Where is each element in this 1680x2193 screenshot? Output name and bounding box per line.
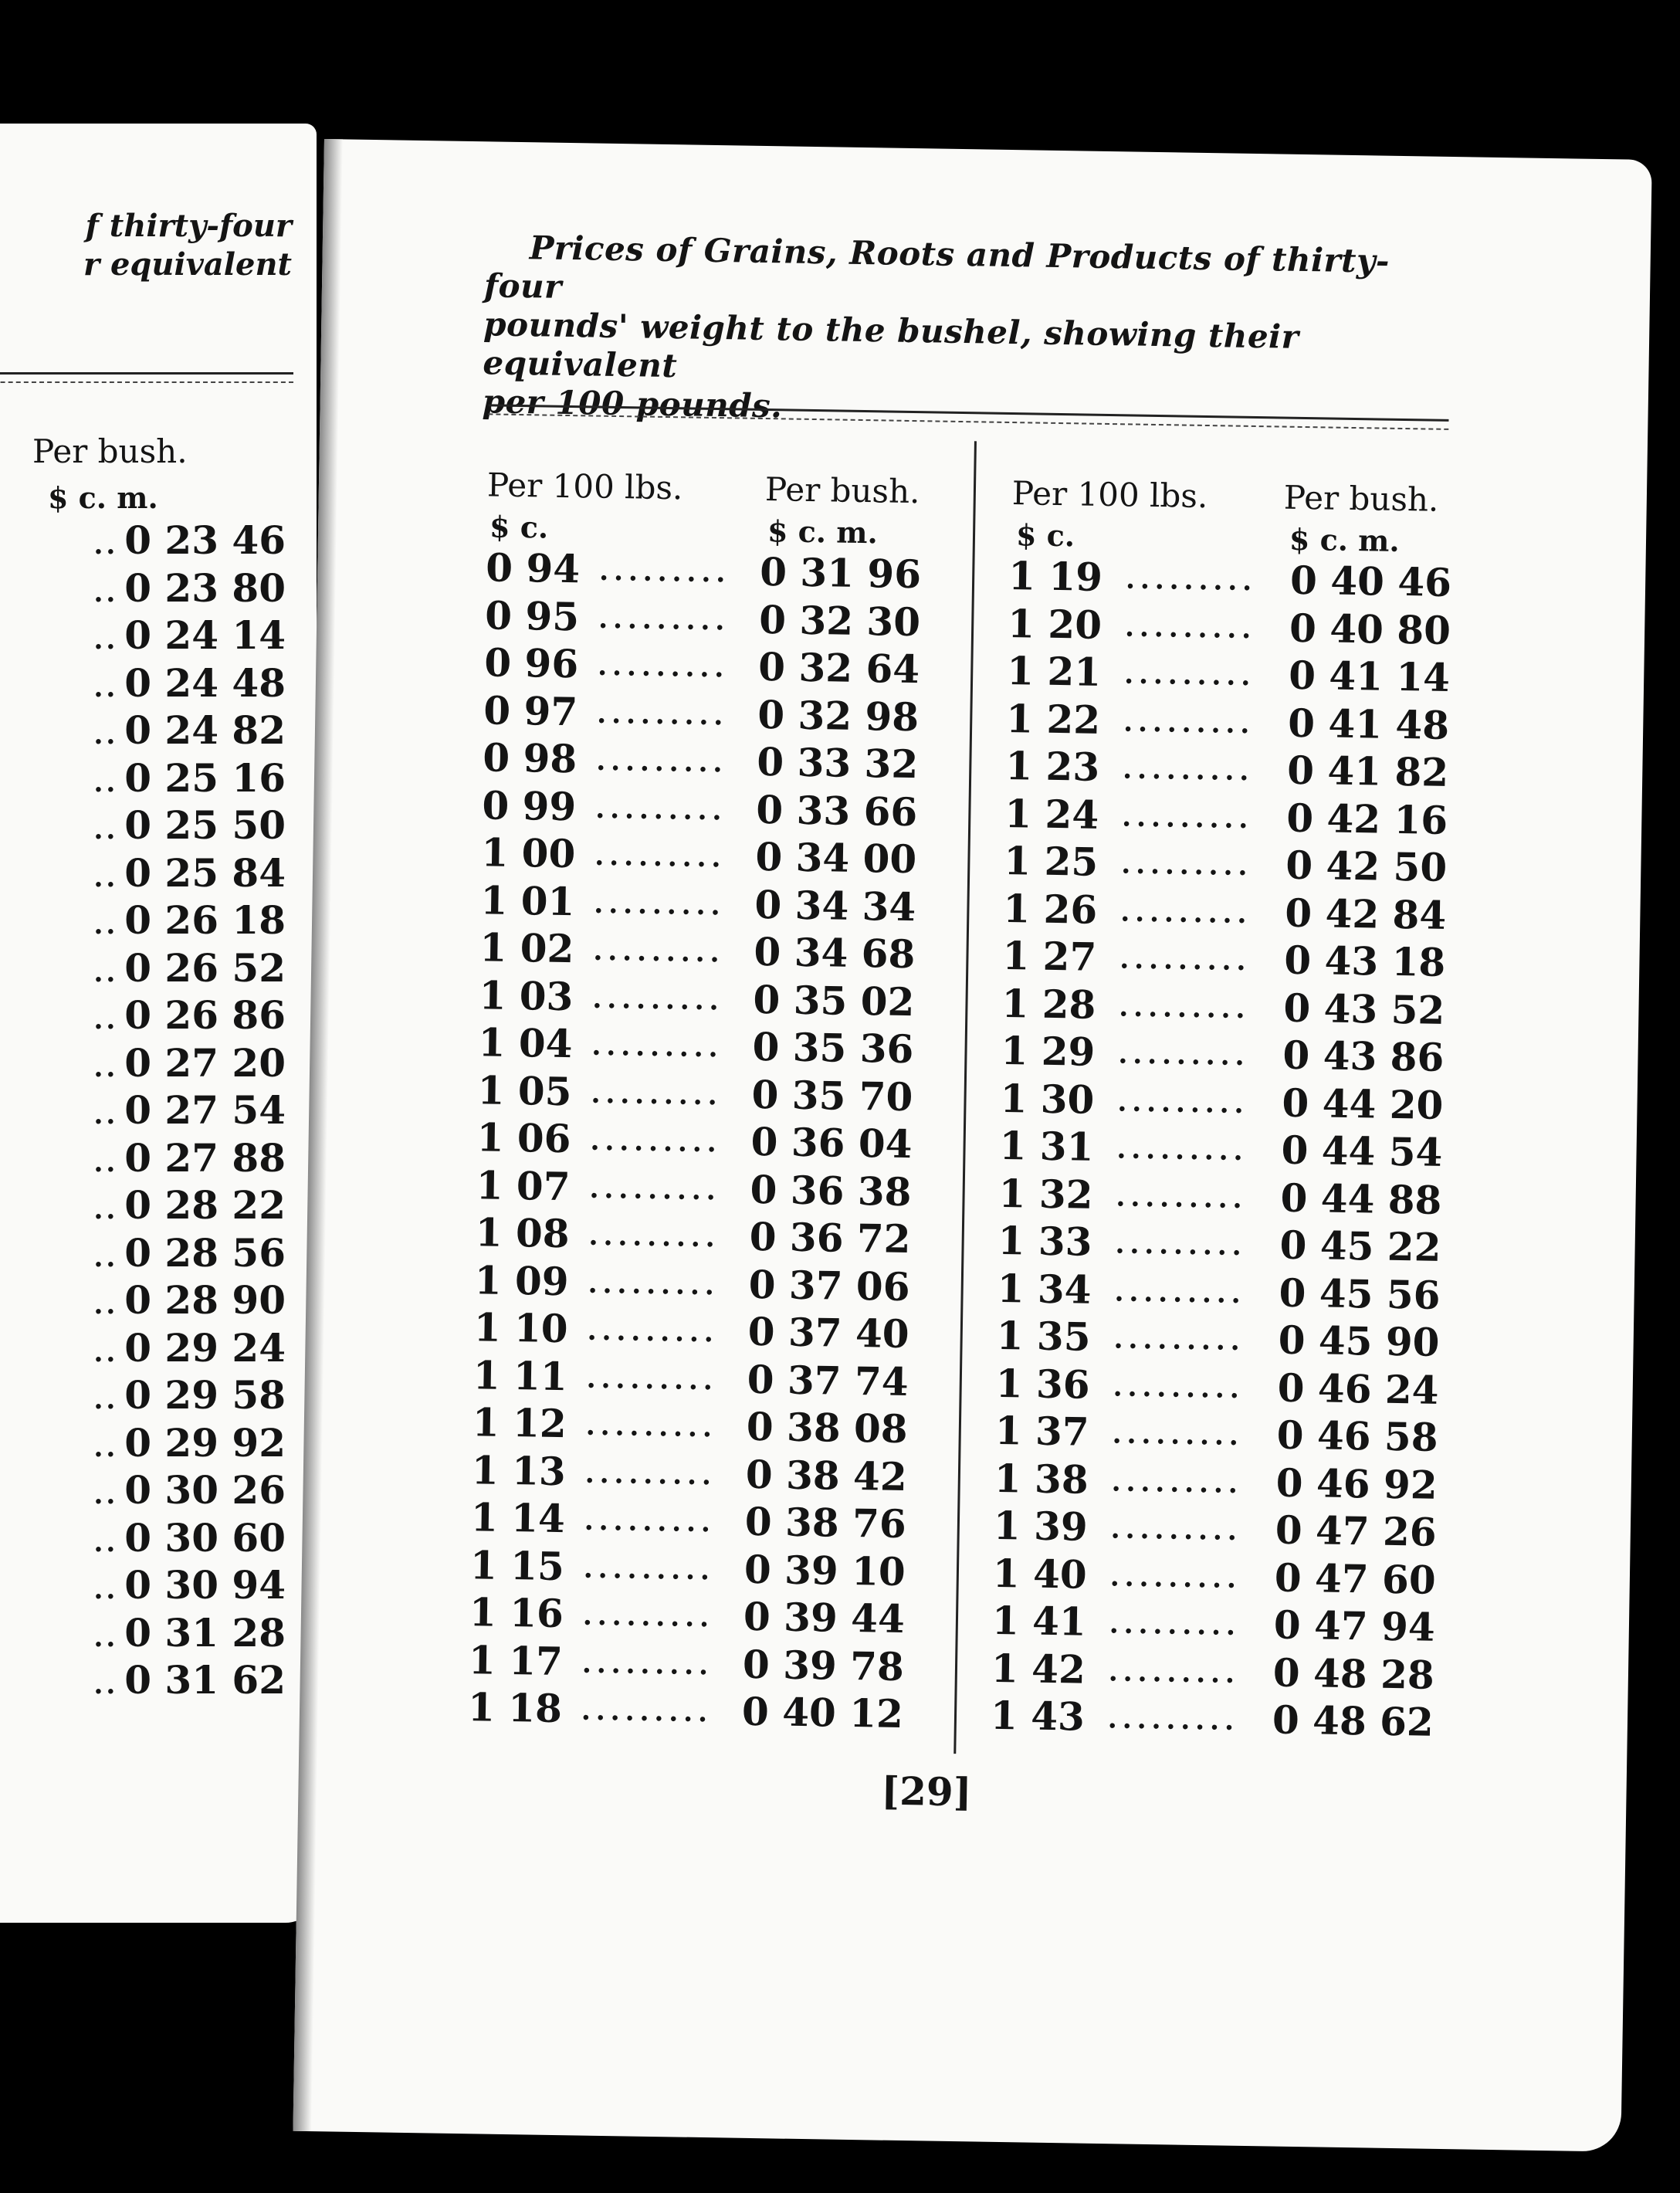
leader-dots: .. bbox=[92, 850, 117, 896]
perbush-value: 0 35 70 bbox=[751, 1071, 913, 1120]
perbush-value: 0 33 32 bbox=[756, 738, 919, 788]
leader-dots: ......... bbox=[584, 1398, 716, 1446]
table-row bbox=[482, 781, 918, 835]
per100-value: 1 13 bbox=[471, 1446, 567, 1494]
per100-value: 1 38 bbox=[994, 1455, 1089, 1503]
per100-value: 1 35 bbox=[996, 1312, 1092, 1360]
perbush-value: 0 41 82 bbox=[1286, 747, 1449, 795]
per100-value: 0 95 bbox=[484, 591, 580, 639]
per100-value: 1 06 bbox=[476, 1114, 571, 1162]
perbush-value: 0 24 14 bbox=[124, 612, 286, 658]
page-number: [29] bbox=[881, 1768, 972, 1815]
perbush-value: 0 31 62 bbox=[124, 1657, 286, 1703]
per100-value: 1 00 bbox=[481, 829, 576, 877]
perbush-value: 0 47 26 bbox=[1275, 1507, 1438, 1555]
column-2-rows bbox=[990, 552, 1452, 1745]
table-row bbox=[92, 897, 286, 945]
leader-dots: .. bbox=[92, 613, 117, 658]
leader-dots: .. bbox=[92, 1563, 117, 1608]
per100-value: 1 28 bbox=[1001, 980, 1096, 1028]
table-row bbox=[92, 1372, 286, 1420]
leader-dots: ......... bbox=[579, 1683, 712, 1731]
perbush-value: 0 32 64 bbox=[757, 643, 920, 693]
table-row bbox=[992, 1549, 1437, 1603]
perbush-value: 0 42 50 bbox=[1285, 842, 1448, 890]
leader-dots: ......... bbox=[581, 1588, 713, 1636]
table-row bbox=[998, 1169, 1442, 1223]
perbush-value: 0 34 00 bbox=[755, 833, 917, 883]
title-line-1: Prices of Grains, Roots and Products of thirty-four bbox=[483, 229, 1390, 306]
leader-dots: .. bbox=[92, 1373, 117, 1418]
leader-dots: .. bbox=[92, 1278, 117, 1323]
table-row bbox=[994, 1407, 1438, 1460]
table-row bbox=[92, 565, 286, 613]
per100-value: 1 36 bbox=[995, 1360, 1091, 1408]
perbush-value: 0 40 80 bbox=[1289, 605, 1451, 653]
perbush-value: 0 46 24 bbox=[1277, 1364, 1439, 1413]
table-row bbox=[997, 1264, 1441, 1318]
leader-dots: .. bbox=[92, 1468, 117, 1513]
leader-dots: .. bbox=[92, 660, 117, 706]
per100-value: 1 20 bbox=[1007, 600, 1102, 648]
perbush-value: 0 46 58 bbox=[1276, 1412, 1438, 1460]
leader-dots: ......... bbox=[1109, 1454, 1242, 1502]
left-rule-bottom bbox=[0, 381, 293, 383]
col1-perbush-header: Per bush. bbox=[764, 470, 920, 511]
table-row bbox=[467, 1683, 904, 1737]
perbush-value: 0 34 34 bbox=[754, 881, 916, 930]
perbush-value: 0 37 06 bbox=[748, 1261, 910, 1310]
table-row bbox=[92, 1230, 286, 1278]
per100-value: 1 11 bbox=[472, 1351, 568, 1399]
leader-dots: .. bbox=[92, 518, 117, 563]
perbush-value: 0 27 20 bbox=[124, 1039, 286, 1086]
perbush-value: 0 34 68 bbox=[754, 928, 916, 978]
leader-dots: ......... bbox=[1118, 932, 1251, 979]
leader-dots: ......... bbox=[584, 1351, 717, 1398]
perbush-value: 0 45 90 bbox=[1278, 1317, 1440, 1365]
table-row bbox=[993, 1502, 1438, 1555]
leader-dots: .. bbox=[92, 803, 117, 848]
per100-value: 1 27 bbox=[1002, 932, 1097, 980]
perbush-value: 0 45 22 bbox=[1279, 1222, 1441, 1270]
per100-value: 1 19 bbox=[1008, 552, 1103, 600]
perbush-value: 0 41 14 bbox=[1288, 652, 1451, 700]
perbush-value: 0 44 54 bbox=[1281, 1127, 1443, 1175]
leader-dots: .. bbox=[92, 993, 117, 1038]
table-row bbox=[1004, 789, 1448, 843]
table-row bbox=[472, 1351, 909, 1405]
per100-value: 1 14 bbox=[470, 1494, 566, 1542]
table-row bbox=[999, 1122, 1443, 1175]
table-row bbox=[484, 591, 921, 645]
per100-value: 1 30 bbox=[1000, 1075, 1095, 1123]
leader-dots: .. bbox=[92, 1088, 117, 1133]
perbush-value: 0 39 78 bbox=[742, 1641, 905, 1690]
perbush-value: 0 36 04 bbox=[750, 1118, 913, 1168]
leader-dots: ......... bbox=[1121, 694, 1254, 742]
per100-value: 1 32 bbox=[998, 1170, 1093, 1218]
table-row bbox=[92, 1182, 286, 1230]
perbush-value: 0 23 46 bbox=[124, 517, 286, 563]
leader-dots: ......... bbox=[1119, 837, 1252, 884]
table-row bbox=[474, 1256, 910, 1310]
leader-dots: .. bbox=[92, 1610, 117, 1656]
table-row bbox=[483, 639, 920, 693]
perbush-value: 0 44 88 bbox=[1280, 1174, 1442, 1223]
per100-value: 1 08 bbox=[475, 1209, 571, 1257]
perbush-value: 0 38 08 bbox=[746, 1403, 909, 1452]
table-row bbox=[92, 707, 286, 755]
right-page bbox=[293, 139, 1651, 2152]
leader-dots: ......... bbox=[587, 1208, 720, 1256]
leader-dots: .. bbox=[92, 1515, 117, 1561]
per100-value: 0 99 bbox=[482, 781, 577, 829]
table-row bbox=[1006, 647, 1451, 700]
leader-dots: ......... bbox=[594, 734, 727, 781]
per100-value: 0 98 bbox=[482, 734, 578, 782]
table-row bbox=[92, 1610, 286, 1658]
perbush-value: 0 45 56 bbox=[1279, 1269, 1441, 1318]
per100-value: 0 97 bbox=[483, 686, 578, 734]
table-row bbox=[92, 1277, 286, 1325]
perbush-value: 0 32 98 bbox=[757, 691, 920, 740]
perbush-value: 0 43 86 bbox=[1282, 1032, 1445, 1080]
table-row bbox=[92, 1325, 286, 1373]
perbush-value: 0 29 58 bbox=[124, 1372, 286, 1418]
perbush-value: 0 24 82 bbox=[124, 707, 286, 753]
leader-dots: ......... bbox=[583, 1446, 716, 1493]
left-rule-top bbox=[0, 372, 293, 375]
per100-value: 1 25 bbox=[1003, 837, 1099, 885]
leader-dots: ......... bbox=[595, 639, 728, 686]
col2-per100-subheader: $ c. bbox=[1015, 517, 1075, 554]
leader-dots: ......... bbox=[597, 544, 730, 591]
perbush-value: 0 44 20 bbox=[1282, 1080, 1444, 1128]
leader-dots: ......... bbox=[1119, 789, 1252, 837]
leader-dots: ......... bbox=[1122, 647, 1255, 694]
perbush-value: 0 43 18 bbox=[1283, 937, 1446, 985]
per100-value: 1 18 bbox=[467, 1684, 563, 1732]
table-row bbox=[92, 1515, 286, 1563]
perbush-value: 0 35 02 bbox=[753, 976, 915, 1025]
table-row bbox=[1008, 552, 1452, 605]
leader-dots: ......... bbox=[588, 1113, 721, 1161]
leader-dots: ......... bbox=[1113, 1264, 1245, 1312]
per100-value: 1 15 bbox=[469, 1541, 565, 1589]
left-col-header: Per bush. bbox=[32, 432, 188, 470]
leader-dots: .. bbox=[92, 898, 117, 943]
leader-dots: ......... bbox=[585, 1303, 718, 1351]
perbush-value: 0 36 72 bbox=[749, 1213, 911, 1263]
perbush-value: 0 30 26 bbox=[124, 1467, 286, 1513]
perbush-value: 0 42 84 bbox=[1284, 890, 1447, 938]
perbush-value: 0 47 60 bbox=[1274, 1554, 1437, 1603]
leader-dots: ......... bbox=[1109, 1502, 1241, 1549]
per100-value: 1 17 bbox=[468, 1636, 564, 1684]
table-row bbox=[92, 755, 286, 803]
per100-value: 1 26 bbox=[1003, 885, 1098, 933]
table-row bbox=[991, 1644, 1435, 1698]
per100-value: 1 07 bbox=[476, 1161, 571, 1209]
table-row bbox=[92, 1040, 286, 1088]
col2-per100-header: Per 100 lbs. bbox=[1011, 474, 1208, 516]
left-page-rows bbox=[92, 517, 286, 1705]
perbush-value: 0 28 90 bbox=[124, 1277, 286, 1323]
leader-dots: ......... bbox=[1123, 552, 1256, 600]
perbush-value: 0 26 86 bbox=[124, 992, 286, 1038]
perbush-value: 0 28 56 bbox=[124, 1229, 286, 1276]
per100-value: 1 04 bbox=[478, 1019, 573, 1067]
perbush-value: 0 30 94 bbox=[124, 1562, 286, 1608]
leader-dots: .. bbox=[92, 708, 117, 753]
leader-dots: .. bbox=[92, 565, 117, 611]
perbush-value: 0 29 24 bbox=[124, 1324, 286, 1371]
table-row bbox=[478, 1019, 914, 1073]
leader-dots: ......... bbox=[589, 1066, 722, 1113]
per100-value: 1 01 bbox=[480, 876, 575, 924]
table-row bbox=[92, 1135, 286, 1183]
leader-dots: ......... bbox=[1112, 1312, 1245, 1359]
table-row bbox=[92, 660, 286, 708]
leader-dots: ......... bbox=[592, 876, 725, 924]
perbush-value: 0 25 84 bbox=[124, 849, 286, 896]
leader-dots: ......... bbox=[1117, 979, 1250, 1027]
leader-dots: ......... bbox=[1116, 1027, 1249, 1074]
table-row bbox=[92, 1087, 286, 1135]
leader-dots: ......... bbox=[591, 924, 724, 971]
perbush-value: 0 26 18 bbox=[124, 897, 286, 943]
table-row bbox=[470, 1493, 907, 1547]
perbush-value: 0 25 50 bbox=[124, 802, 286, 848]
leader-dots: .. bbox=[92, 1230, 117, 1276]
leader-dots: ......... bbox=[1113, 1217, 1246, 1264]
table-row bbox=[483, 686, 920, 740]
left-title-line-2: r equivalent bbox=[83, 246, 292, 283]
leader-dots: .. bbox=[92, 1325, 117, 1371]
title-line-3: per 100 pounds. bbox=[482, 382, 783, 425]
table-row bbox=[1001, 979, 1445, 1033]
perbush-value: 0 37 40 bbox=[747, 1308, 910, 1357]
table-row bbox=[1003, 884, 1447, 938]
table-row bbox=[469, 1588, 906, 1642]
per100-value: 1 41 bbox=[991, 1597, 1087, 1645]
leader-dots: ......... bbox=[1116, 1074, 1248, 1122]
leader-dots: .. bbox=[92, 1658, 117, 1703]
perbush-value: 0 42 16 bbox=[1285, 795, 1448, 843]
table-row bbox=[92, 1562, 286, 1610]
table-row bbox=[92, 992, 286, 1040]
leader-dots: ......... bbox=[582, 1493, 715, 1541]
leader-dots: ......... bbox=[1111, 1359, 1244, 1407]
leader-dots: ......... bbox=[1123, 599, 1255, 647]
left-page bbox=[0, 124, 317, 1923]
table-row bbox=[1005, 694, 1450, 748]
perbush-value: 0 39 44 bbox=[743, 1593, 906, 1642]
table-row bbox=[477, 1066, 913, 1120]
perbush-value: 0 23 80 bbox=[124, 564, 286, 611]
per100-value: 1 12 bbox=[472, 1399, 567, 1447]
left-title-line-1: f thirty-four bbox=[85, 208, 292, 244]
per100-value: 1 39 bbox=[993, 1502, 1089, 1550]
col2-perbush-header: Per bush. bbox=[1283, 478, 1439, 519]
per100-value: 0 94 bbox=[485, 544, 581, 592]
perbush-value: 0 43 52 bbox=[1283, 985, 1445, 1033]
column-divider bbox=[953, 441, 977, 1754]
perbush-value: 0 48 28 bbox=[1272, 1649, 1435, 1698]
leader-dots: ......... bbox=[1107, 1597, 1240, 1644]
col1-per100-header: Per 100 lbs. bbox=[486, 466, 683, 507]
table-row bbox=[1000, 1074, 1444, 1128]
table-row bbox=[479, 924, 916, 978]
leader-dots: ......... bbox=[1106, 1644, 1239, 1692]
table-row bbox=[473, 1303, 910, 1357]
column-1-rows bbox=[467, 544, 922, 1737]
table-row bbox=[480, 876, 916, 930]
table-row bbox=[481, 829, 917, 883]
perbush-value: 0 40 12 bbox=[741, 1688, 904, 1737]
table-row bbox=[991, 1597, 1436, 1650]
perbush-value: 0 32 30 bbox=[758, 596, 921, 645]
perbush-value: 0 33 66 bbox=[755, 786, 918, 835]
per100-value: 1 09 bbox=[474, 1256, 570, 1304]
perbush-value: 0 29 92 bbox=[124, 1419, 286, 1466]
perbush-value: 0 38 42 bbox=[745, 1451, 908, 1500]
left-col-subheader: $ c. m. bbox=[48, 480, 158, 515]
leader-dots: .. bbox=[92, 1040, 117, 1086]
perbush-value: 0 25 16 bbox=[124, 754, 286, 801]
col2-perbush-subheader: $ c. m. bbox=[1289, 521, 1401, 558]
leader-dots: ......... bbox=[1114, 1169, 1247, 1217]
perbush-value: 0 41 48 bbox=[1287, 700, 1450, 748]
per100-value: 1 05 bbox=[477, 1066, 572, 1114]
table-row bbox=[92, 1420, 286, 1468]
per100-value: 1 29 bbox=[1001, 1027, 1096, 1075]
table-row bbox=[469, 1541, 906, 1595]
leader-dots: .. bbox=[92, 755, 117, 801]
per100-value: 1 43 bbox=[990, 1692, 1086, 1740]
leader-dots: ......... bbox=[586, 1256, 719, 1303]
leader-dots: ......... bbox=[590, 1019, 723, 1066]
leader-dots: ......... bbox=[593, 829, 726, 876]
leader-dots: ......... bbox=[594, 686, 727, 734]
per100-value: 0 96 bbox=[483, 639, 579, 687]
table-row bbox=[92, 850, 286, 898]
leader-dots: ......... bbox=[580, 1635, 713, 1683]
perbush-value: 0 28 22 bbox=[124, 1182, 286, 1228]
perbush-value: 0 38 76 bbox=[744, 1498, 907, 1547]
table-title bbox=[482, 228, 1458, 436]
perbush-value: 0 40 46 bbox=[1289, 557, 1452, 605]
table-row bbox=[1002, 932, 1446, 985]
per100-value: 1 24 bbox=[1004, 790, 1099, 838]
left-page-title bbox=[83, 207, 292, 284]
per100-value: 1 34 bbox=[997, 1265, 1092, 1313]
table-row bbox=[92, 802, 286, 850]
per100-value: 1 22 bbox=[1005, 695, 1101, 743]
perbush-value: 0 39 10 bbox=[743, 1546, 906, 1595]
per100-value: 1 16 bbox=[469, 1589, 564, 1637]
col1-perbush-subheader: $ c. m. bbox=[767, 514, 879, 551]
leader-dots: ......... bbox=[1108, 1549, 1241, 1597]
table-row bbox=[92, 1657, 286, 1705]
leader-dots: .. bbox=[92, 1135, 117, 1181]
leader-dots: ......... bbox=[1110, 1407, 1243, 1454]
perbush-value: 0 46 92 bbox=[1275, 1459, 1438, 1508]
perbush-value: 0 47 94 bbox=[1273, 1602, 1436, 1650]
perbush-value: 0 35 36 bbox=[752, 1023, 914, 1073]
perbush-value: 0 48 62 bbox=[1272, 1696, 1434, 1745]
per100-value: 1 23 bbox=[1004, 742, 1100, 790]
table-row bbox=[92, 517, 286, 565]
per100-value: 1 33 bbox=[998, 1217, 1092, 1265]
per100-value: 1 10 bbox=[473, 1304, 569, 1352]
per100-value: 1 31 bbox=[999, 1122, 1094, 1170]
perbush-value: 0 31 96 bbox=[759, 548, 922, 598]
per100-value: 1 02 bbox=[479, 924, 574, 972]
leader-dots: .. bbox=[92, 945, 117, 991]
title-line-2: pounds' weight to the bushel, showing their equivalent bbox=[483, 305, 1299, 385]
leader-dots: .. bbox=[92, 1183, 117, 1228]
leader-dots: ......... bbox=[1120, 742, 1253, 789]
leader-dots: ......... bbox=[591, 971, 723, 1019]
perbush-value: 0 24 48 bbox=[124, 659, 286, 706]
per100-value: 1 03 bbox=[479, 971, 574, 1019]
perbush-value: 0 37 74 bbox=[747, 1356, 909, 1405]
per100-value: 1 42 bbox=[991, 1645, 1086, 1693]
per100-value: 1 37 bbox=[994, 1407, 1090, 1455]
perbush-value: 0 27 54 bbox=[124, 1087, 286, 1133]
table-row bbox=[1004, 742, 1449, 795]
table-row bbox=[475, 1208, 911, 1263]
table-row bbox=[92, 1467, 286, 1515]
per100-value: 1 21 bbox=[1006, 647, 1102, 695]
perbush-value: 0 27 88 bbox=[124, 1134, 286, 1181]
leader-dots: ......... bbox=[581, 1541, 714, 1588]
perbush-value: 0 31 28 bbox=[124, 1609, 286, 1656]
col1-per100-subheader: $ c. bbox=[489, 509, 549, 545]
table-row bbox=[92, 612, 286, 660]
table-row bbox=[476, 1113, 913, 1168]
perbush-value: 0 26 52 bbox=[124, 944, 286, 991]
table-row bbox=[92, 945, 286, 993]
leader-dots: ......... bbox=[1106, 1692, 1238, 1739]
perbush-value: 0 36 38 bbox=[750, 1166, 912, 1215]
table-row bbox=[471, 1446, 908, 1500]
table-row bbox=[995, 1359, 1439, 1413]
leader-dots: .. bbox=[92, 1420, 117, 1466]
table-row bbox=[996, 1312, 1440, 1365]
per100-value: 1 40 bbox=[992, 1550, 1088, 1598]
perbush-value: 0 30 60 bbox=[124, 1514, 286, 1561]
leader-dots: ......... bbox=[596, 591, 729, 639]
leader-dots: ......... bbox=[594, 781, 726, 829]
leader-dots: ......... bbox=[588, 1161, 720, 1208]
leader-dots: ......... bbox=[1115, 1122, 1248, 1169]
leader-dots: ......... bbox=[1119, 884, 1251, 932]
